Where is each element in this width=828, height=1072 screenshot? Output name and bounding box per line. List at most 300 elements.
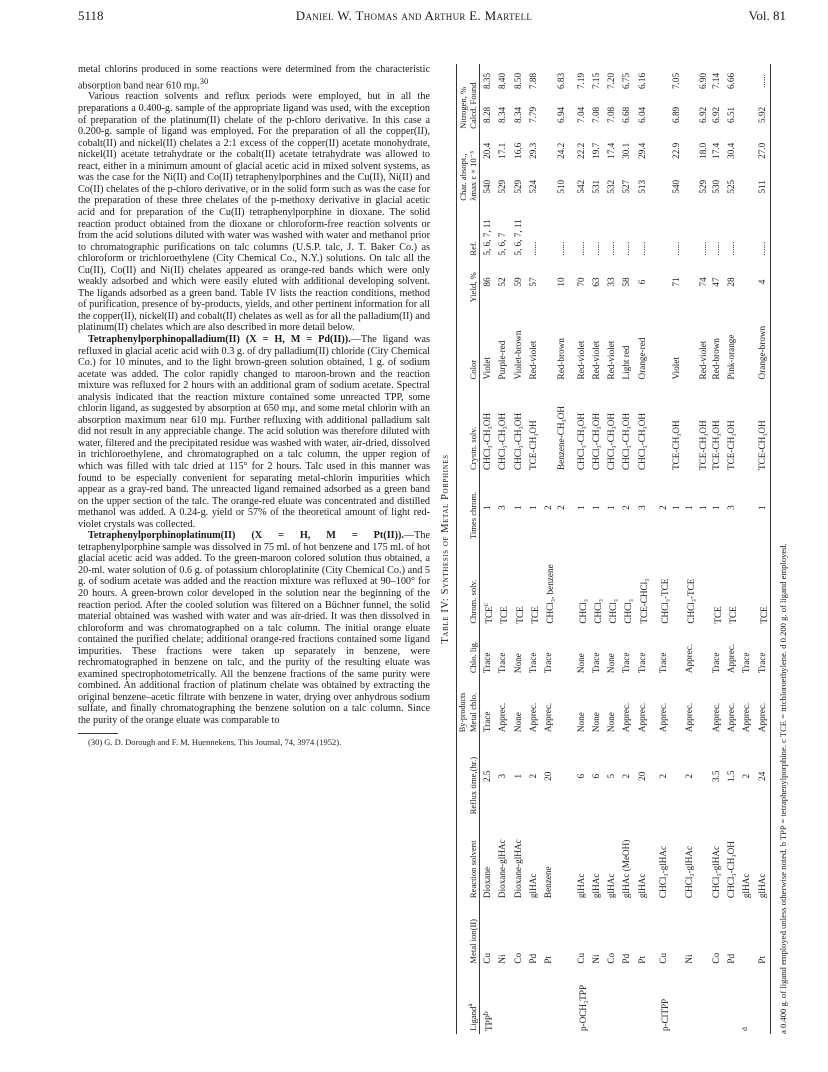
cell-solvent	[671, 817, 682, 901]
cell-cl: Trace	[527, 652, 538, 674]
cell-yield: 86	[482, 277, 493, 287]
cell-eps: 29.4	[636, 142, 647, 159]
cell-color: Violet	[671, 357, 682, 380]
cell-cl: Apprec.	[684, 643, 695, 674]
cell-solvent: glHAc	[606, 873, 617, 899]
cell-lam: 529	[512, 179, 523, 194]
cell-calcd: 6.92	[697, 106, 708, 123]
cell-found	[682, 64, 697, 98]
cell-lam: 529	[697, 179, 708, 194]
cell-lam: 511	[755, 170, 771, 204]
cell-reflux: 24	[755, 735, 771, 817]
cell-ref	[541, 204, 556, 259]
cell-cryst: CHCl₃-CH₃OH	[590, 413, 601, 470]
col-solvent: Reaction solvent	[457, 817, 480, 901]
cell-cl: None	[512, 653, 523, 674]
table-row	[635, 64, 650, 1034]
cell-solvent: Dioxane	[482, 866, 493, 899]
cell-ligand: d	[740, 1027, 750, 1031]
table-row	[568, 64, 589, 1034]
cell-metal: Pd	[726, 953, 737, 964]
volume-label: Vol. 81	[748, 8, 786, 23]
paragraph-pt-prep: Tetraphenylporphinoplatinum(II) (X = H, M = Pt(II)).—The tetraphenylporphine sample was dissolved in 75 ml. of hot benzene and 175 ml. of hot glacial acetic acid was added. To the green-maroon colored solution thus obtained, a 20-ml. water solution of 0.6 g. of potassium chloroplatinite (City Chemical Co.) and 5 g. of sodium acetate was added and the reaction mixture was refluxed at 90–100° for 20 hours. A green-brown color developed in the solution near the beginning of the reaction period. After the cooled solution was filtered on a Büchner funnel, the solid material obtained was washed with water and was air-dried. It was then dissolved in chloroform and was chromatographed on a talc column. The initial orange eluate contained the purified chelate; additional orange-red fractions contained some ligand impurities. These fractions were taken up separately in benzene, were rechromatographed in benzene on talc, and the purity of the resulting eluate was examined spectrophotometrically. All the benzene fractions of the same purity were combined. An additional fraction of platinum chelate was obtained by extracting the original benzene–acetic filtrate with benzene in water, drying over anhydrous sodium sulfate, and finally chromatographing the benzene solution on a talc column. Since the purity of the orange eluate was comparable to	[78, 530, 430, 727]
table-row	[480, 64, 496, 1034]
cell-solvent: glHAc	[755, 817, 771, 901]
cell-reflux	[671, 735, 682, 817]
cell-found: 7.15	[590, 72, 601, 90]
cell-chrom: TCE$^c$	[481, 602, 495, 624]
cell-times: 1	[512, 505, 523, 510]
cell-ref	[682, 204, 697, 259]
cell-eps: 22.9	[671, 142, 682, 159]
cell-lam: 529	[497, 179, 508, 194]
cell-calcd: 7.08	[606, 106, 617, 123]
table-row	[709, 64, 724, 1034]
cell-mc: Apprec.	[497, 702, 508, 733]
cell-ligand	[619, 967, 634, 1034]
cell-times: 2	[657, 505, 668, 510]
cell-cl	[698, 627, 709, 676]
cell-yield: 33	[606, 277, 617, 287]
cell-reflux: 6	[575, 773, 586, 779]
cell-yield	[682, 259, 697, 306]
cell-mc: Apprec.	[621, 702, 632, 733]
page-header	[0, 8, 828, 26]
cell-eps: 16.6	[512, 142, 523, 159]
running-authors: Daniel W. Thomas and Arthur E. Martell	[295, 8, 533, 23]
cell-found: 7.88	[527, 72, 538, 90]
cell-ligand	[589, 967, 604, 1034]
cell-eps	[682, 132, 697, 170]
cell-solvent: glHAc	[636, 873, 647, 899]
cell-calcd: 8.34	[497, 106, 508, 123]
cell-solvent: Dioxane-glHAc	[512, 839, 523, 899]
cell-ligand	[682, 967, 697, 1034]
cell-solvent: glHAc	[741, 873, 752, 899]
cell-reflux: 2	[741, 773, 752, 779]
cell-ligand	[511, 967, 526, 1034]
cell-yield	[650, 259, 671, 306]
cell-calcd: 6.04	[636, 106, 647, 123]
cell-ligand	[635, 967, 650, 1034]
cell-ref: 5, 6, 7	[497, 232, 508, 256]
cell-solvent: glHAc	[575, 873, 586, 899]
cell-metal: Ni	[684, 954, 695, 964]
table-row	[739, 64, 754, 1034]
cell-times: 1	[527, 505, 538, 510]
cell-eps: 27.0	[755, 132, 771, 170]
cell-calcd: 8.34	[512, 106, 523, 123]
cell-yield: 74	[697, 277, 708, 287]
cell-cl: Trace	[590, 652, 601, 674]
subsection-heading: Tetraphenylporphinopalladium(II) (X = H, M = Pd(II)).	[88, 333, 351, 345]
cell-ligand: TPP$^b$	[481, 1011, 495, 1031]
cell-chrom: TCE	[755, 542, 771, 627]
cell-found: 7.14	[710, 72, 721, 90]
cell-mc: Apprec.	[543, 702, 554, 733]
cell-ref: ......	[575, 241, 586, 256]
table-row	[650, 64, 671, 1034]
cell-lam	[682, 170, 697, 204]
cell-times: 3	[726, 505, 737, 510]
table-header-row	[457, 64, 480, 1034]
cell-yield	[541, 259, 556, 306]
cell-ligand	[495, 967, 510, 1034]
cell-color: Red-violet	[590, 340, 601, 380]
cell-ref: ......	[697, 241, 708, 256]
cell-solvent: CHCl₃-glHAc	[710, 845, 721, 899]
cell-calcd: 6.94	[556, 106, 567, 123]
cell-times: 1	[575, 505, 586, 510]
cell-calcd: 7.08	[590, 106, 601, 123]
cell-ref: ......	[726, 241, 737, 256]
cell-ref: ......	[755, 204, 771, 259]
cell-lam: 524	[527, 179, 538, 194]
cell-chrom: CHCl₃	[592, 599, 603, 624]
cell-mc: Apprec.	[726, 702, 737, 733]
paragraph: metal chlorins produced in some reactions were determined from the characteristic absorption band near 610 mμ.$^{30}$	[78, 64, 430, 91]
cell-found	[650, 64, 671, 98]
table-row	[724, 64, 739, 1034]
cell-chrom	[739, 542, 754, 627]
table-row	[589, 64, 604, 1034]
cell-calcd: 6.89	[671, 106, 682, 123]
col-yield: Yield, %	[457, 259, 480, 306]
footnote-rule	[78, 733, 118, 734]
cell-cl: Trace	[497, 652, 508, 674]
col-char-abs: Char. absopt., λmax ε × 10⁻³	[457, 132, 480, 204]
cell-cryst: TCE-CH₃OH	[697, 420, 708, 470]
cell-reflux: 2	[527, 773, 538, 779]
cell-eps	[650, 132, 671, 170]
cell-times: 1	[710, 505, 721, 510]
cell-ref	[739, 204, 754, 259]
cell-times: 2	[556, 505, 567, 510]
cell-lam	[650, 170, 671, 204]
cell-color	[541, 305, 556, 382]
cell-chrom: CHCl₃-TCE	[659, 578, 670, 624]
cell-eps: 22.2	[575, 142, 586, 159]
cell-reflux: 5	[606, 773, 617, 779]
cell-ligand	[755, 967, 771, 1034]
cell-ligand: p-OCH₃TPP	[577, 984, 588, 1031]
cell-times: 1	[684, 505, 695, 510]
cell-solvent: Dioxane-glHAc	[497, 839, 508, 899]
cell-chrom: CHCl₃	[577, 599, 588, 624]
table-body	[480, 64, 771, 1034]
cell-chrom: TCE	[529, 606, 540, 624]
cell-metal: Pt	[636, 955, 647, 964]
cell-yield	[739, 259, 754, 306]
cell-metal: Pt	[543, 955, 554, 964]
cell-mc: None	[575, 712, 586, 733]
cell-found	[739, 64, 754, 98]
cell-reflux: 3	[497, 773, 508, 779]
cell-eps: 30.1	[621, 142, 632, 159]
col-times: Times chrom.	[457, 473, 480, 542]
cell-ligand	[724, 967, 739, 1034]
cell-eps: 29.3	[527, 142, 538, 159]
cell-metal: Pt	[755, 901, 771, 967]
cell-metal: Ni	[497, 954, 508, 964]
cell-solvent: CHCl₃-glHAc	[657, 845, 668, 899]
cell-mc: None	[606, 712, 617, 733]
cell-mc: Apprec.	[657, 702, 668, 733]
cell-cryst: TCE-CH₃OH	[710, 420, 721, 470]
cell-color: Red-violet	[575, 340, 586, 380]
cell-chrom: CHCl₃-TCE	[686, 578, 697, 624]
cell-cl: Trace	[657, 652, 668, 674]
cell-chrom	[556, 542, 567, 627]
table-row	[698, 64, 709, 1034]
cell-calcd: 6.68	[621, 106, 632, 123]
cell-cryst	[541, 382, 556, 473]
cell-metal: Co	[606, 952, 617, 964]
cell-yield: 28	[726, 277, 737, 287]
cell-found: 8.40	[497, 72, 508, 90]
cell-ref: ......	[671, 241, 682, 256]
cell-metal: Cu	[657, 952, 668, 964]
cell-cl	[671, 627, 682, 676]
paragraph: Various reaction solvents and reflux periods were employed, but in all the preparations a 0.400-g. sample of the appropriate ligand was used, with the exception of preparation of the platinum(II) chelate of the p-chloro derivative. In this case a 0.200-g. sample of ligand was employed. For the preparation of all the copper(II), cobalt(II) and nickel(II) chelates a 2:1 excess of the copper(II) acetate monohydrate, nickel(II) acetate tetrahydrate or the cobalt(II) acetate tetrahydrate was allowed to react, either in a minimum amount of glacial acetic acid in mixed solvent systems, as was the case for the Ni(II) and Co(II) tetraphenylporphines and the Cu(II), Ni(II) and Co(II) chelates of the p-chloro derivative, or in the solid form such as was the case for the preparation of these three chelates of the p-methoxy derivative in glacial acetic acid and for preparation of the Cu(II) tetraphenylporphine in dioxane. The solid reaction product obtained from the dioxane or chloroform-free reaction solvents or from the acid solutions diluted with water was washed with water and methanol prior to chromatographic purifications on talc columns (U.S.P. talc, J. T. Baker Co.) as chloroform or trichloroethylene (City Chemical Co., N.Y.) solutions. On talc all the Cu(II), Co(II) and Ni(II) chelates appeared as orange-red bands which were only weakly adsorbed and which were easily eluted with additional developing solvent. The ligands adsorbed as a green band. Table IV lists the reaction conditions, method of purification, presence of by-products, yields, and other pertinent information for all the copper(II), nickel(II) and cobalt(II) chelates as well as for all the palladium(II) and platinum(II) chelates which are also described in more detail below.	[78, 91, 430, 334]
cell-reflux: 2	[684, 773, 695, 779]
cell-color: Orange-red	[636, 337, 647, 380]
cell-ligand	[709, 967, 724, 1034]
cell-color: Red-violet	[527, 340, 538, 380]
cell-cryst: CHCl₃-CH₃OH	[575, 413, 586, 470]
cell-mc: Apprec.	[636, 702, 647, 733]
cell-mc	[556, 676, 567, 735]
cell-reflux: 1.5	[726, 770, 737, 782]
cell-cl: None	[575, 653, 586, 674]
cell-color	[682, 305, 697, 382]
cell-eps	[739, 132, 754, 170]
col-chlo-lig: Chlo. lig.	[457, 627, 480, 676]
cell-mc: Trace	[482, 711, 493, 733]
cell-cryst	[650, 382, 671, 473]
col-metal: Metal ion(II)	[457, 901, 480, 967]
cell-metal	[556, 901, 567, 967]
cell-cryst: CHCl₃-CH₃OH	[636, 413, 647, 470]
cell-cl: Trace	[482, 652, 493, 674]
cell-eps: 24.2	[556, 142, 567, 159]
cell-lam: 540	[671, 179, 682, 194]
cell-cl: Trace	[621, 652, 632, 674]
cell-metal: Co	[512, 952, 523, 964]
cell-metal: Cu	[575, 952, 586, 964]
subsection-heading: Tetraphenylporphinoplatinum(II) (X = H, M = Pt(II)).	[88, 530, 404, 542]
cell-color: Purple-red	[497, 340, 508, 380]
cell-times: 2	[621, 505, 632, 510]
table-row	[541, 64, 556, 1034]
cell-cl: Trace	[710, 652, 721, 674]
cell-cl: Trace	[755, 627, 771, 676]
cell-color: Red-brown	[710, 338, 721, 380]
cell-reflux: 2	[621, 773, 632, 779]
cell-lam: 532	[606, 179, 617, 194]
col-ref: Ref.	[457, 204, 480, 259]
cell-ligand	[698, 967, 709, 1034]
table-row	[671, 64, 682, 1034]
cell-times: 1	[606, 505, 617, 510]
cell-lam: 525	[726, 179, 737, 194]
cell-ligand	[671, 967, 682, 1034]
cell-cryst: CHCl₃-CH₃OH	[482, 413, 493, 470]
cell-times: 1	[482, 505, 493, 510]
cell-metal: Ni	[590, 954, 601, 964]
cell-yield: 57	[527, 277, 538, 287]
cell-calcd: 6.51	[726, 106, 737, 123]
cell-chrom: TCE	[499, 606, 510, 624]
cell-mc	[698, 676, 709, 735]
cell-chrom: CHCl₃, benzene	[545, 564, 556, 624]
cell-cryst: TCE-CH₃OH	[755, 382, 771, 473]
col-cryst: Crystn. solv.	[457, 382, 480, 473]
cell-eps: 30.4	[726, 142, 737, 159]
cell-metal: Pd	[527, 953, 538, 964]
cell-eps: 17.4	[710, 142, 721, 159]
cell-ref: 5, 6, 7, 11	[482, 219, 493, 256]
cell-found: 8.50	[512, 72, 523, 90]
cell-mc: None	[590, 712, 601, 733]
cell-ligand	[541, 967, 556, 1034]
cell-calcd	[650, 98, 671, 132]
cell-ref: ......	[590, 241, 601, 256]
cell-calcd: 7.04	[575, 106, 586, 123]
cell-yield: 10	[556, 277, 567, 287]
table-row	[619, 64, 634, 1034]
cell-eps	[541, 132, 556, 170]
col-ligand: Ligand$^a$	[457, 967, 480, 1034]
cell-lam: 513	[636, 179, 647, 194]
cell-reflux: 2	[657, 773, 668, 779]
cell-cryst: TCE-CH₃OH	[527, 420, 538, 470]
cell-yield: 70	[575, 277, 586, 287]
cell-metal: Co	[710, 952, 721, 964]
cell-chrom: TCE	[728, 606, 739, 624]
cell-found: 6.16	[636, 72, 647, 90]
cell-yield: 47	[710, 277, 721, 287]
cell-ligand	[526, 967, 541, 1034]
cell-solvent: glHAc	[590, 873, 601, 899]
cell-yield: 4	[755, 259, 771, 306]
cell-lam: 540	[482, 179, 493, 194]
cell-lam: 510	[556, 179, 567, 194]
cell-reflux	[698, 735, 709, 817]
rotated-table	[438, 64, 818, 1034]
cell-cl: None	[606, 653, 617, 674]
cell-reflux: 20	[636, 771, 647, 781]
cell-ref: ......	[621, 241, 632, 256]
cell-ref: 5, 6, 7, 11	[512, 219, 523, 256]
cell-reflux: 6	[590, 773, 601, 779]
cell-metal	[671, 901, 682, 967]
cell-lam: 530	[710, 179, 721, 194]
cell-found: 7.05	[671, 72, 682, 90]
cell-mc: None	[512, 712, 523, 733]
cell-chrom: CHCl₃	[608, 599, 619, 624]
cell-yield: 63	[590, 277, 601, 287]
cell-cryst: TCE-CH₃OH	[726, 420, 737, 470]
cell-lam: 531	[590, 179, 601, 194]
cell-mc: Apprec.	[741, 702, 752, 733]
cell-times: 1	[590, 505, 601, 510]
cell-found	[541, 64, 556, 98]
cell-reflux: 2.5	[482, 770, 493, 782]
cell-chrom: TCE-CHCl₃	[638, 578, 649, 624]
cell-times: 3	[636, 505, 647, 510]
footnote: (30) G. D. Dorough and F. M. Huennekens, This Journal, 74, 3974 (1952).	[88, 736, 342, 747]
cell-ligand	[604, 967, 619, 1034]
cell-solvent: CHCl₃-CH₃OH	[726, 841, 737, 899]
cell-yield: 71	[671, 277, 682, 287]
cell-yield: 58	[621, 277, 632, 287]
cell-cryst	[739, 382, 754, 473]
cell-cryst: CHCl₃-CH₃OH	[606, 413, 617, 470]
cell-cryst: CHCl₃-CH₃OH	[497, 413, 508, 470]
cell-mc	[671, 676, 682, 735]
cell-reflux	[556, 735, 567, 817]
cell-found: 8.35	[482, 72, 493, 90]
cell-cl: Trace	[543, 652, 554, 674]
cell-eps: 20.4	[482, 142, 493, 159]
cell-times: 2	[543, 505, 554, 510]
cell-cl	[556, 627, 567, 676]
cell-found: 7.20	[606, 72, 617, 90]
cell-found: 6.90	[697, 72, 708, 90]
cell-ref: ......	[556, 241, 567, 256]
cell-lam	[541, 170, 556, 204]
table-footnote: a 0.400 g. of ligand employed unless otherwise noted. b TPP = tetraphenylporphine. c TCE = trichloroethylene. d 0.200 g. of ligand employed.	[778, 543, 788, 1034]
cell-calcd: 7.79	[527, 106, 538, 123]
cell-found: 7.19	[575, 72, 586, 90]
table-row	[526, 64, 541, 1034]
cell-color	[650, 305, 671, 382]
cell-lam	[739, 170, 754, 204]
cell-eps: 19.7	[590, 142, 601, 159]
cell-color: Violet-brown	[512, 330, 523, 380]
cell-times	[739, 473, 754, 542]
cell-ligand	[556, 967, 567, 1034]
col-nitrogen: Nitrogen, % Calcd. Found	[457, 64, 480, 132]
table-region	[438, 64, 818, 1034]
cell-mc: Apprec.	[527, 702, 538, 733]
cell-mc: Apprec.	[684, 702, 695, 733]
table-row	[511, 64, 526, 1034]
col-chrom-solv: Chrom. solv.	[457, 542, 480, 627]
cell-color: Red-brown	[556, 338, 567, 380]
col-reflux: Reflux time,(hr.)	[457, 735, 480, 817]
body-text-column	[78, 64, 430, 747]
page-number: 5118	[78, 8, 104, 23]
cell-color: Red-violet	[697, 340, 708, 380]
table-row	[495, 64, 510, 1034]
paragraph-pd-prep: Tetraphenylporphinopalladium(II) (X = H, M = Pd(II)).—The ligand was refluxed in glacial acetic acid with 0.3 g. of dry palladium(II) chloride (City Chemical Co.) for 10 minutes, and to the light brown-green solution obtained, 1 g. of sodium acetate was added. The color rapidly changed to maroon-brown and the reaction mixture was refluxed for 2 hours with an additional gram of sodium acetate. Spectral analysis indicated that the reaction mixture contained some unreacted TPP, some chlorin ligand, as suggested by absorption at 650 mμ, and some metal chlorin with an absorption maximum near 610 mμ. Further refluxing with additional palladium salt did not result in any appreciable change. The acid solution was therefore diluted with water, filtered and the precipitated residue was washed with water, air-dried, dissolved in trichloroethylene, and chromatographed on a talc column, the upper region of which was filled with talc dried at 115° for 2 hours. Talc used in this manner was found to be especially convenient for separating metal-chlorin impurities which appear as a gray-red band. The unreacted ligand remained adsorbed as a green band on the upper section of the talc. The orange-red eluate was concentrated and distilled methanol was added. A 0.24-g. yield or 57% of the theoretical amount of light red-violet crystals was collected.	[78, 333, 431, 530]
cell-calcd	[682, 98, 697, 132]
cell-calcd	[541, 98, 556, 132]
cell-chrom: TCE	[712, 606, 723, 624]
cell-solvent: Benzene	[543, 866, 554, 899]
cell-times: 1	[671, 505, 682, 510]
cell-mc: Apprec.	[755, 676, 771, 735]
cell-solvent: glHAc	[527, 873, 538, 899]
cell-metal: Cu	[482, 952, 493, 964]
cell-times: 1	[755, 473, 771, 542]
cell-cryst	[682, 382, 697, 473]
cell-cryst: TCE-CH₃OH	[671, 420, 682, 470]
synthesis-table	[456, 64, 771, 1034]
cell-calcd: 5.92	[755, 98, 771, 132]
